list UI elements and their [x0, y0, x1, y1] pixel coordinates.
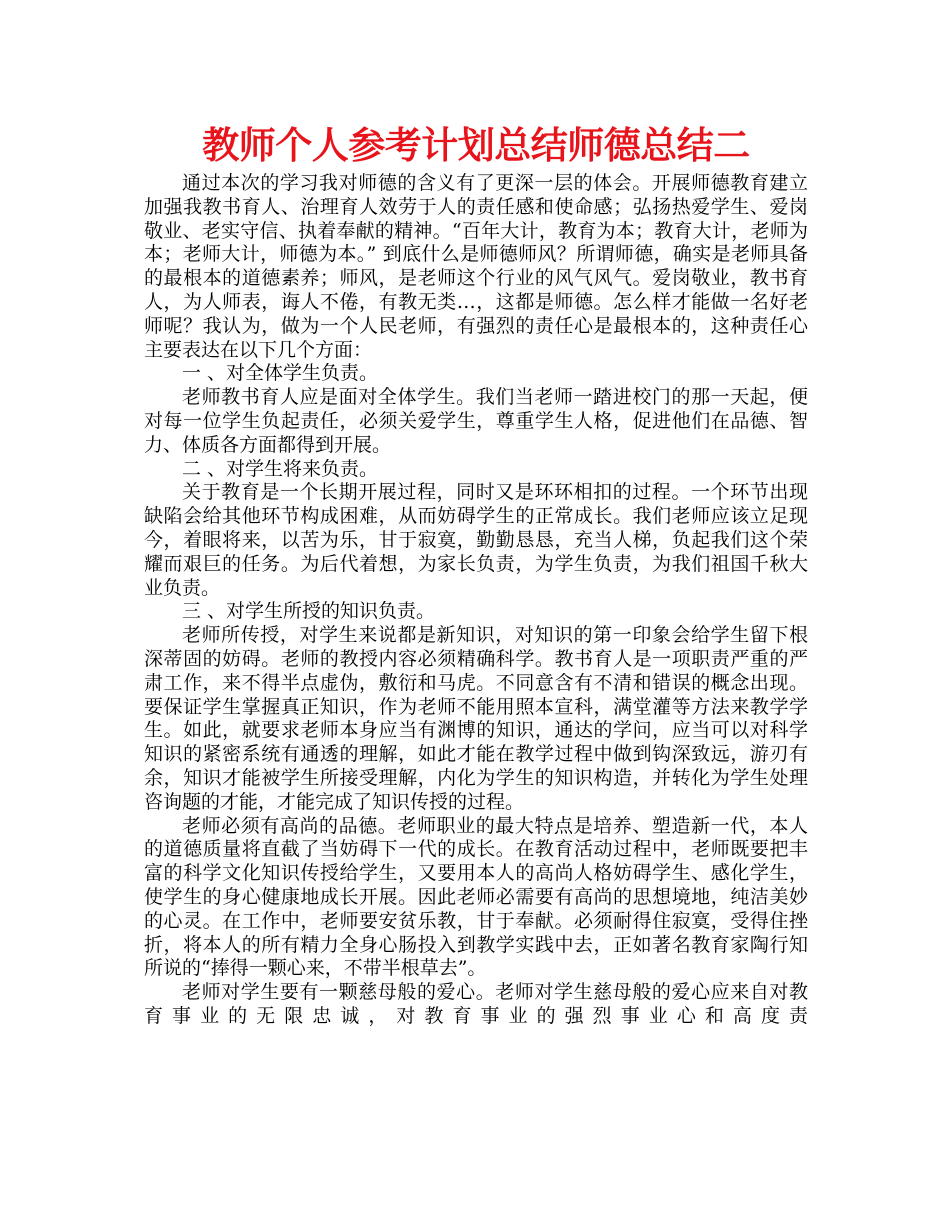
section-heading-1: 一 、对全体学生负责。 [182, 362, 379, 385]
paragraph-teacher-morality: 老师必须有高尚的品德。老师职业的最大特点是培养、塑造新一代，本人的道德质量将直截了当妨碍下一代的成长。在教育活动过程中，老师既要把丰富的科学文化知识传授给学生，又要用本人的高尚人格妨碍学生、感化学生，使学生的身心健康地成长开展。因此老师必需要有高尚的思想境地，纯洁美妙的心灵。在工作中，老师要安贫乐教，甘于奉献。必须耐得住寂寞，受得住挫折，将本人的所有精力全身心肠投入到教学实践中去，正如著名教育家陶行知所说的“捧得一颗心来，不带半根草去”。 [144, 814, 808, 980]
paragraph-intro: 通过本次的学习我对师德的含义有了更深一层的体会。开展师德教育建立加强我教书育人、治理育人效劳于人的责任感和使命感；弘扬热爱学生、爱岗敬业、老实守信、执着奉献的精神。“百年大计，教育为本；教育大计，老师为本；老师大计，师德为本。” 到底什么是师德师风？所谓师德，确实是老师具备的最根本的道德素养；师风，是老师这个行业的风气风气。爱岗敬业，教书育人，为人师表，诲人不倦，有教无类…，这都是师德。怎么样才能做一名好老师呢？我认为，做为一个人民老师，有强烈的责任心是最根本的，这种责任心主要表达在以下几个方面： [144, 172, 808, 361]
paragraph-section-2: 关于教育是一个长期开展过程，同时又是环环相扣的过程。一个环节出现缺陷会给其他环节构成困难，从而妨碍学生的正常成长。我们老师应该立足现今，着眼将来，以苦为乐，甘于寂寞，勤勤恳恳，充当人梯，负起我们这个荣耀而艰巨的任务。为后代着想，为家长负责，为学生负责，为我们祖国千秋大业负责。 [144, 481, 808, 599]
paragraph-section-1: 老师教书育人应是面对全体学生。我们当老师一踏进校门的那一天起，便对每一位学生负起责任，必须关爱学生，尊重学生人格，促进他们在品德、智力、体质各方面都得到开展。 [144, 386, 808, 456]
document-title: 教师个人参考计划总结师德总结二 [202, 124, 750, 167]
document-page [144, 124, 808, 1029]
section-heading-2: 二 、对学生将来负责。 [182, 457, 379, 480]
document-body [144, 172, 808, 1029]
paragraph-teacher-love: 老师对学生要有一颗慈母般的爱心。老师对学生慈母般的爱心应来自对教育事业的无限忠诚，对教育事业的强烈事业心和高度责 [144, 981, 808, 1027]
paragraph-section-3: 老师所传授，对学生来说都是新知识，对知识的第一印象会给学生留下根深蒂固的妨碍。老师的教授内容必须精确科学。教书育人是一项职责严重的严肃工作，来不得半点虚伪，敷衍和马虎。不同意含有不清和错误的概念出现。要保证学生掌握真正知识，作为老师不能用照本宣科，满堂灌等方法来教学学生。如此，就要求老师本身应当有渊博的知识，通达的学问，应当可以对科学知识的紧密系统有通透的理解，如此才能在教学过程中做到钩深致远，游刃有余，知识才能被学生所接受理解，内化为学生的知识构造，并转化为学生处理咨询题的才能，才能完成了知识传授的过程。 [144, 624, 808, 813]
section-heading-3: 三 、对学生所授的知识负责。 [182, 600, 436, 623]
